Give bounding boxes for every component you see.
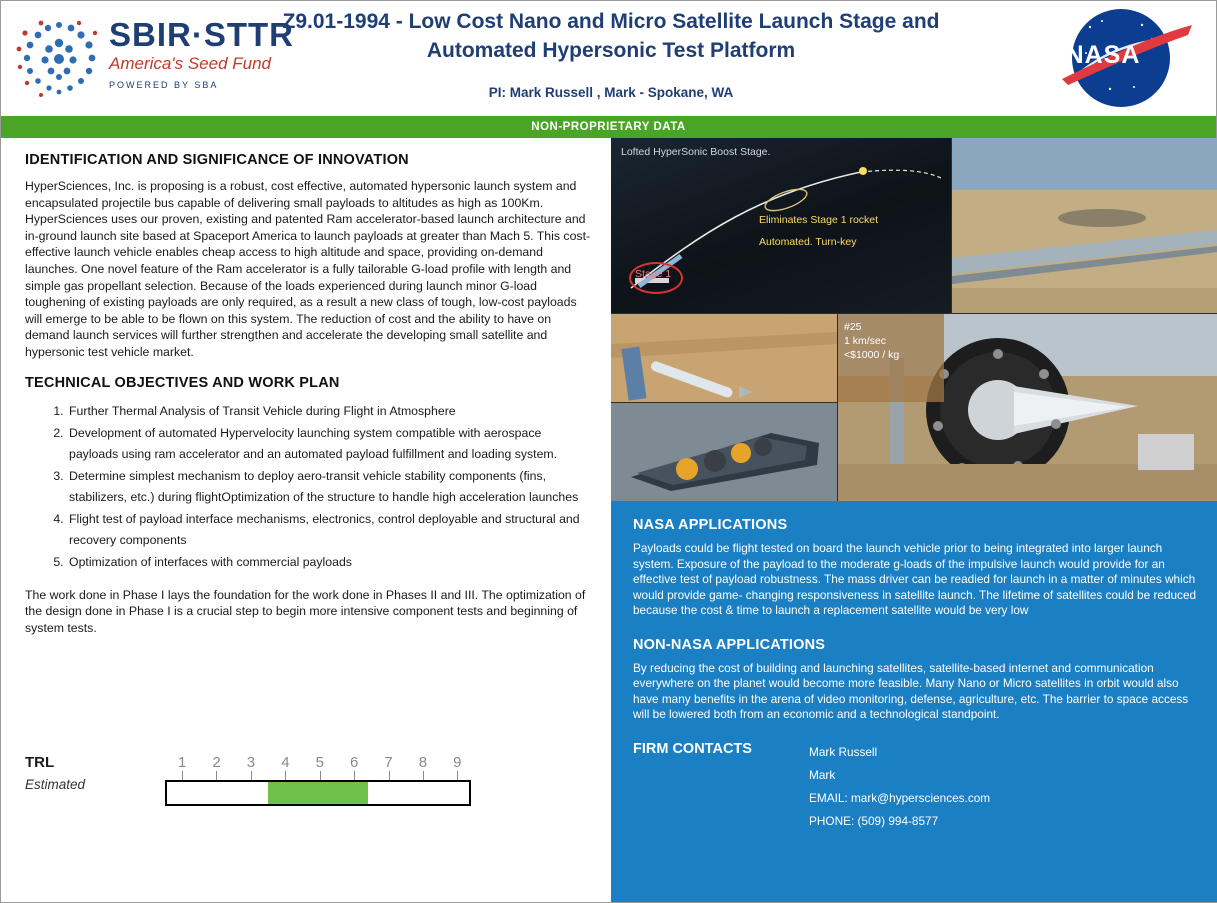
trl-number: 4 xyxy=(281,754,290,771)
automated-turnkey-label: Automated. Turn-key xyxy=(759,236,857,248)
nasa-applications-heading: NASA APPLICATIONS xyxy=(633,517,788,533)
poster-header xyxy=(1,1,1216,116)
trl-fill-range xyxy=(268,782,369,804)
contact-secondary: Mark xyxy=(809,767,836,782)
eliminates-stage1-label: Eliminates Stage 1 rocket xyxy=(759,214,879,226)
firm-contacts-list xyxy=(809,741,1202,833)
roadway-shapes-icon xyxy=(952,138,1217,313)
trl-scale xyxy=(165,754,475,806)
callout-line: #25 xyxy=(844,321,862,333)
in-ground-launch-tube-image xyxy=(611,314,837,402)
non-proprietary-banner: NON-PROPRIETARY DATA xyxy=(1,116,1216,138)
list-item: 5. Optimization of interfaces with commercial payloads xyxy=(67,552,591,573)
right-column xyxy=(611,138,1217,902)
left-column xyxy=(1,138,611,902)
list-item: 2. Development of automated Hypervelocity launching system compatible with aerospace payloads using ram accelerator and an automated payload fulfillment and loading system. xyxy=(67,423,591,465)
contact-name: Mark Russell xyxy=(809,744,878,759)
poster-body xyxy=(1,138,1216,902)
trl-number: 7 xyxy=(384,754,393,771)
callout-line: <$1000 / kg xyxy=(844,349,900,361)
sbir-sttr-title: SBIR·STTR xyxy=(109,16,294,53)
list-item: 3. Determine simplest mechanism to deploy aero-transit vehicle stability components (fins, stabilizers, etc.) during flightOptimization of the structure to handle high acceleration launches xyxy=(67,466,591,508)
applications-panel xyxy=(611,501,1217,902)
firm-contacts-section xyxy=(633,741,1202,833)
contact-phone: PHONE: (509) 994-8577 xyxy=(809,813,939,828)
lofted-hypersonic-boost-stage-image xyxy=(611,138,951,313)
image-collage xyxy=(611,138,1217,501)
trl-number: 8 xyxy=(418,754,428,771)
sbir-sttr-powered-by: POWERED BY SBA xyxy=(109,80,219,90)
objectives-heading: TECHNICAL OBJECTIVES AND WORK PLAN xyxy=(25,374,340,391)
trl-number: 3 xyxy=(246,754,256,771)
significance-body: HyperSciences, Inc. is proposing is a robust, cost effective, automated hypersonic launch system and encapsulated projectile bus capable of delivering small payloads to altitudes as high as 100Km. HyperSciences uses our proven, existing and patented Ram accelerator-based launch architecture and in-ground launch site based at Spaceport America to launch payloads at greater than Mach 5. This cost-effective launch vehicle enables cheap access to high altitude and space, providing on-demand launches. One novel feature of the Ram accelerator is a fully tailorable G-load profile with length and simple gas propellant selection. Because of the loads experienced during launch minor G-load toughening of existing payloads are only required, as a result a new class of tough, low-cost payloads will emerge to be able to be flown on this system. The reduction of cost and the ability to have on demand launch services will further strengthen and accelerate the developing small satellite and hypersonic test vehicle market. xyxy=(25,179,591,359)
principal-investigator-line: PI: Mark Russell , Mark - Spokane, WA xyxy=(488,85,734,100)
projectile-bus-icon xyxy=(611,403,837,501)
trl-number: 5 xyxy=(315,754,324,771)
desert-tube-icon xyxy=(611,314,837,402)
nasa-logo xyxy=(1054,7,1204,109)
trl-number: 1 xyxy=(178,754,187,771)
trl-bar xyxy=(165,780,471,806)
significance-heading: IDENTIFICATION AND SIGNIFICANCE OF INNOVATION xyxy=(25,152,409,168)
objectives-closing: The work done in Phase I lays the foundation for the work done in Phases II and III. The optimization of the design done in Phase I is a crucial step to begin more intensive component tests and beginning of system tests. xyxy=(25,587,586,635)
list-item: 1. Further Thermal Analysis of Transit Vehicle during Flight in Atmosphere xyxy=(67,401,591,422)
sbir-sttr-dot-logo-icon xyxy=(11,13,107,105)
trl-tick-marks xyxy=(165,771,475,780)
trl-section xyxy=(25,754,585,834)
page-title: Z9.01-1994 - Low Cost Nano and Micro Satellite Launch Stage and Automated Hypersonic Test Platform xyxy=(282,10,940,62)
contact-email[interactable]: EMAIL: mark@hypersciences.com xyxy=(809,790,991,805)
trl-number: 9 xyxy=(453,754,462,771)
boost-stage-label: Lofted HyperSonic Boost Stage. xyxy=(621,146,771,158)
objectives-list xyxy=(25,401,591,573)
trl-number: 6 xyxy=(349,754,359,771)
trl-number: 2 xyxy=(212,754,221,771)
callout-line: 1 km/sec xyxy=(844,335,887,347)
trl-scale-numbers xyxy=(165,754,475,771)
trl-title: TRL xyxy=(25,754,55,771)
launch-site-roadway-image xyxy=(952,138,1217,313)
nasa-wordmark: NASA xyxy=(1065,41,1141,69)
performance-callout xyxy=(838,314,944,402)
trl-estimated-label: Estimated xyxy=(25,777,86,792)
non-nasa-applications-body: By reducing the cost of building and launching satellites, satellite-based internet and communication everywhere on the planet would become more feasible. Many Nano or Micro satellites in orbit would also have many benefits in the arena of video monitoring, defense, agriculture, etc. The barrier to space access will be lowered both from an economic and a technological standpoint. xyxy=(633,660,1189,721)
list-item: 4. Flight test of payload interface mechanisms, electronics, control deployable and structural and recovery components xyxy=(67,509,591,551)
nasa-applications-body: Payloads could be flight tested on board the launch vehicle prior to being integrated into larger launch system. Exposure of the payload to the moderate g-loads of the impulsive launch would provide for an effective test of payload robustness. The mass driver can be readied for launch in a matter of minutes which would provide game- changing responsiveness in satellite launch. The lifetime of satellites could be reduced because the cost & time to launch a replacement satellite would be very low xyxy=(633,541,1197,617)
non-nasa-applications-heading: NON-NASA APPLICATIONS xyxy=(633,636,826,653)
encapsulated-projectile-bus-image xyxy=(611,403,837,501)
sbir-sttr-subtitle: America's Seed Fund xyxy=(109,54,271,73)
stage1-label: Stage 1 xyxy=(635,268,672,280)
firm-contacts-heading: FIRM CONTACTS xyxy=(633,740,752,757)
